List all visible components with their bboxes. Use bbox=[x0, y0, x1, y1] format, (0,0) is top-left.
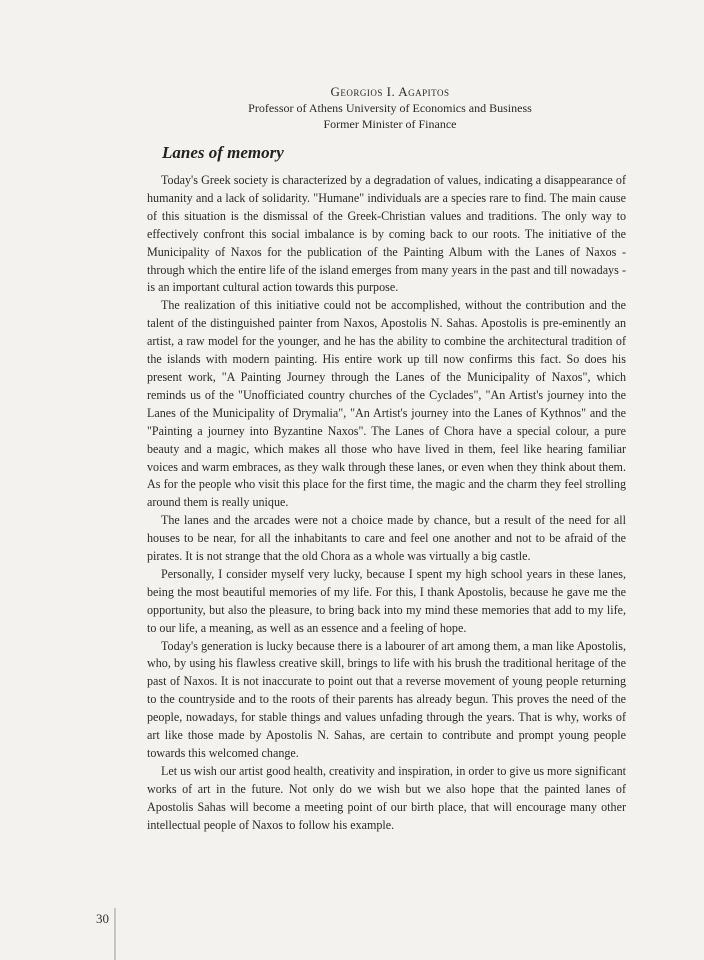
paragraph: Today's generation is lucky because there is a labourer of art among them, a man like Apostolis, who, by using his flawless creative skill, brings to life with his brush the traditional heritage of the past of Naxos. It is not inaccurate to point out that a reverse movement of young people returning to the countryside and to the roots of their parents has already begun. This proves the need of the people, nowadays, for stable things and values unfading through the years. That is why, works of art like those made by Apostolis N. Sahas, are certain to contribute and prompt young people towards this welcomed change. bbox=[147, 638, 626, 760]
author-title: Professor of Athens University of Economics and Business bbox=[248, 101, 532, 115]
paragraph: The lanes and the arcades were not a choice made by chance, but a result of the need for all houses to be near, for all the inhabitants to care and feel one another and not to be afraid of the pirates. It is not strange that the old Chora as a whole was virtually a big castle. bbox=[147, 513, 626, 564]
author-name: Georgios I. Agapitos bbox=[330, 84, 450, 99]
paragraph: Let us wish our artist good health, creativity and inspiration, in order to give us more significant works of art in the future. Not only do we wish but we also hope that the painted lanes of Apostolis Sahas will become a meeting point of our birth place, that will encourage many other intellectual people of Naxos to follow his example. bbox=[147, 763, 626, 832]
paragraph: Today's Greek society is characterized by a degradation of values, indicating a disappearance of humanity and a lack of solidarity. "Humane" individuals are a species rare to find. The main cause of this situation is the dismissal of the Greek-Christian values and traditions. The only way to effectively confront this social imbalance is by coming back to our roots. The initiative of the Municipality of Naxos for the publication of the Painting Album with the Lanes of Naxos - through which the entire life of the island emerges from many years in the past and till nowadays - is an important cultural action towards this purpose. bbox=[147, 173, 626, 295]
margin-rule bbox=[114, 908, 116, 960]
article-title: Lanes of memory bbox=[162, 143, 284, 162]
page-number: 30 bbox=[96, 911, 109, 926]
article-body bbox=[147, 172, 626, 835]
author-header bbox=[160, 84, 620, 132]
author-former-role: Former Minister of Finance bbox=[323, 117, 457, 131]
paragraph: Personally, I consider myself very lucky, because I spent my high school years in these lanes, being the most beautiful memories of my life. For this, I thank Apostolis, because he gave me the opportunity, but also the pleasure, to bring back into my mind these memories that add to my life, to our life, a meaning, as well as an essence and a feeling of hope. bbox=[147, 566, 626, 635]
paragraph: The realization of this initiative could not be accomplished, without the contribution and the talent of the distinguished painter from Naxos, Apostolis N. Sahas. Apostolis is pre-eminently an artist, a raw model for the younger, and he has the ability to combine the architectural tradition of the islands with modern painting. His entire work up till now confirms this fact. So does his present work, "A Painting Journey through the Lanes of the Municipality of Naxos", which reminds us of the "Unofficiated country churches of the Cyclades", "An Artist's journey into the Lanes of the Municipality of Drymalia", "An Artist's journey into the Lanes of Kythnos" and the "Painting a journey into Byzantine Naxos". The Lanes of Chora have a special colour, a pure beauty and a magic, which makes all those who have lived in them, feel like hearing familiar voices and warm embraces, as they walk through these lanes, or even when they think about them. As for the people who visit this place for the first time, the magic and the charm they feel strolling around them is really unique. bbox=[147, 298, 626, 510]
